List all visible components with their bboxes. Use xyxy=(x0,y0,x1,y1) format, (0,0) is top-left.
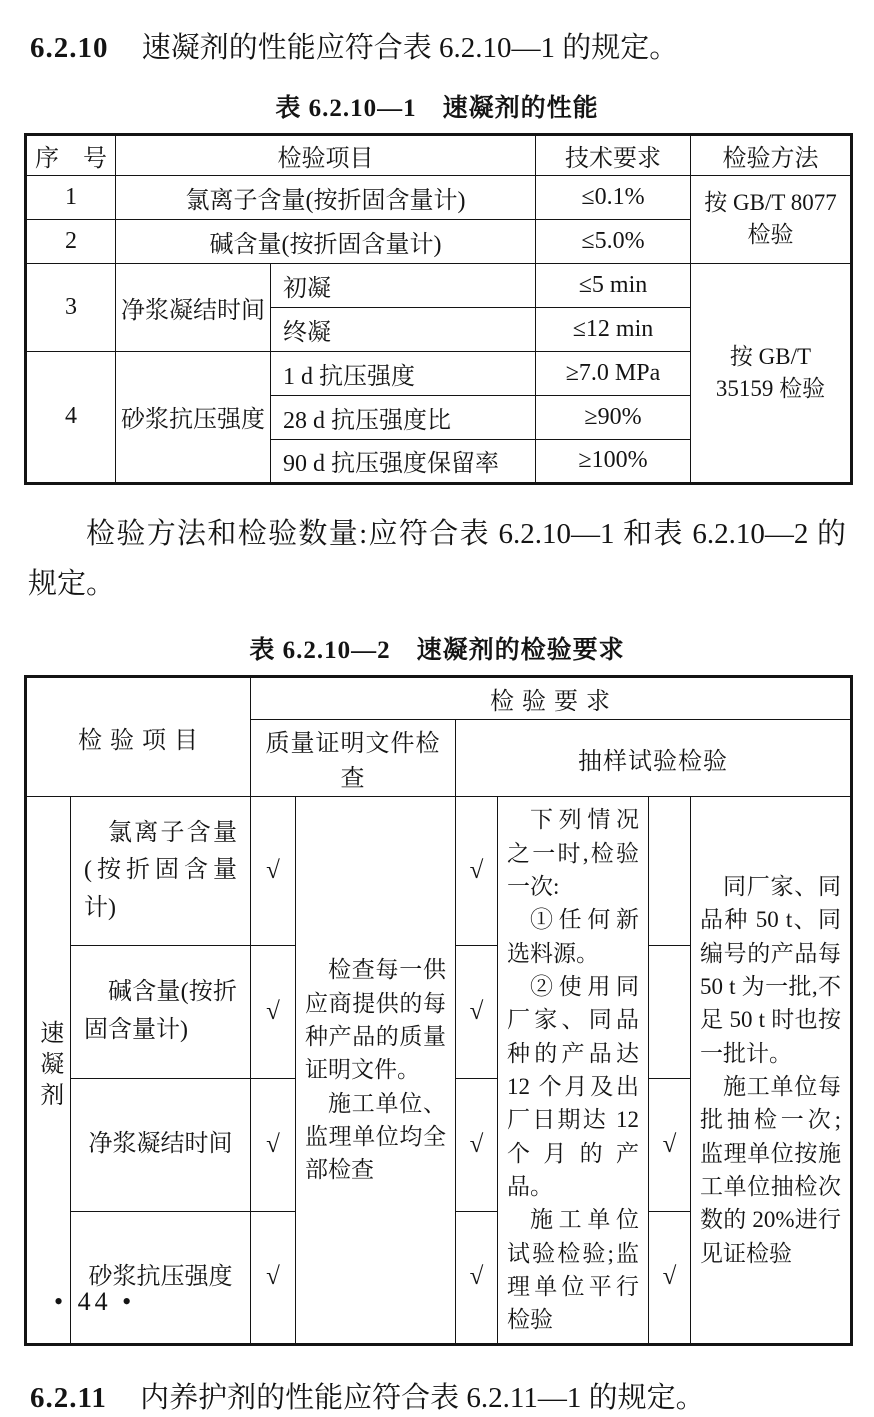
witness-check-mark: √ xyxy=(649,1211,691,1344)
sampling-check-mark: √ xyxy=(456,945,498,1078)
sampling-paragraph: ①任何新选料源。 xyxy=(507,907,639,966)
t1-header-requirement: 技术要求 xyxy=(536,134,691,175)
sub-item-cell: 28 d 抗压强度比 xyxy=(271,395,536,439)
t1-header-item: 检验项目 xyxy=(116,134,536,175)
t2-header-doc-check: 质量证明文件检查 xyxy=(251,720,456,797)
sub-item-cell: 初凝 xyxy=(271,263,536,307)
requirement-cell: ≥90% xyxy=(536,395,691,439)
material-group-cell xyxy=(26,797,71,1345)
serial-cell: 3 xyxy=(26,263,116,351)
item-cell: 净浆凝结时间 xyxy=(71,1078,251,1211)
clause-text: 内养护剂的性能应符合表 6.2.11—1 的规定。 xyxy=(140,1381,705,1414)
item-cell: 砂浆抗压强度 xyxy=(71,1211,251,1344)
item-cell: 净浆凝结时间 xyxy=(116,263,271,351)
table-header-row xyxy=(26,677,852,720)
page-number: • 44 • xyxy=(54,1287,136,1316)
doc-check-mark: √ xyxy=(251,797,296,945)
t2-header-sampling-test: 抽样试验检验 xyxy=(456,720,852,797)
sub-item-cell: 1 d 抗压强度 xyxy=(271,351,536,395)
item-cell: 碱含量(按折固含量计) xyxy=(71,945,251,1078)
sampling-paragraph: ②使用同厂家、同品种的产品达 12 个月及出厂日期达 12 个月的产品。 xyxy=(507,973,639,1199)
witness-check-mark xyxy=(649,945,691,1078)
inspection-requirements-table xyxy=(24,675,853,1346)
requirement-cell: ≥7.0 MPa xyxy=(536,351,691,395)
table-header-row xyxy=(26,134,852,175)
doc-check-paragraph: 施工单位、监理单位均全部检查 xyxy=(305,1090,446,1183)
doc-check-description xyxy=(296,797,456,1345)
batch-paragraph: 施工单位每批抽检一次;监理单位按施工单位抽检次数的 20%进行见证检验 xyxy=(700,1073,841,1266)
table-row xyxy=(26,263,852,307)
sampling-paragraph: 下列情况之一时,检验一次: xyxy=(507,807,639,899)
sub-item-cell: 终凝 xyxy=(271,307,536,351)
serial-cell: 2 xyxy=(26,219,116,263)
sub-item-cell: 90 d 抗压强度保留率 xyxy=(271,439,536,483)
item-cell: 氯离子含量(按折固含量计) xyxy=(71,797,251,945)
batch-description xyxy=(691,797,852,1345)
inspection-method-paragraph: 检验方法和检验数量:应符合表 6.2.10—1 和表 6.2.10—2 的规定。 xyxy=(28,517,846,601)
table2-title: 表 6.2.10—2 速凝剂的检验要求 xyxy=(249,637,625,665)
table-row xyxy=(26,175,852,219)
item-cell: 碱含量(按折固含量计) xyxy=(116,219,536,263)
doc-check-mark: √ xyxy=(251,1078,296,1211)
method-cell: 按 GB/T 35159 检验 xyxy=(691,263,852,483)
requirement-cell: ≤5 min xyxy=(536,263,691,307)
item-cell: 砂浆抗压强度 xyxy=(116,351,271,483)
batch-paragraph: 同厂家、同品种 50 t、同编号的产品每 50 t 为一批,不足 50 t 时也按一批计。 xyxy=(700,873,841,1066)
clause-text: 速凝剂的性能应符合表 6.2.10—1 的规定。 xyxy=(141,32,679,64)
witness-check-mark: √ xyxy=(649,1078,691,1211)
sampling-paragraph: 施工单位试验检验;监理单位平行检验 xyxy=(507,1207,639,1333)
serial-cell: 1 xyxy=(26,175,116,219)
clause-number: 6.2.10 xyxy=(30,32,109,64)
material-group-label: 速凝剂 xyxy=(35,1019,62,1113)
item-cell: 氯离子含量(按折固含量计) xyxy=(116,175,536,219)
requirement-cell: ≥100% xyxy=(536,439,691,483)
doc-check-mark: √ xyxy=(251,1211,296,1344)
clause-number: 6.2.11 xyxy=(30,1381,107,1414)
witness-check-mark xyxy=(649,797,691,945)
t1-header-method: 检验方法 xyxy=(691,134,852,175)
table1-title: 表 6.2.10—1 速凝剂的性能 xyxy=(275,94,599,122)
sampling-check-mark: √ xyxy=(456,797,498,945)
method-cell: 按 GB/T 8077 检验 xyxy=(691,175,852,263)
requirement-cell: ≤5.0% xyxy=(536,219,691,263)
requirement-cell: ≤0.1% xyxy=(536,175,691,219)
t2-header-item: 检 验 项 目 xyxy=(26,677,251,797)
clause-6-2-10 xyxy=(30,30,844,68)
t2-header-requirement: 检 验 要 求 xyxy=(251,677,852,720)
sampling-description xyxy=(498,797,649,1345)
table-row xyxy=(26,797,852,945)
serial-cell: 4 xyxy=(26,351,116,483)
t1-header-serial: 序 号 xyxy=(26,134,116,175)
doc-check-paragraph: 检查每一供应商提供的每种产品的质量证明文件。 xyxy=(305,957,446,1083)
accelerator-performance-table xyxy=(24,133,853,485)
doc-check-mark: √ xyxy=(251,945,296,1078)
sampling-check-mark: √ xyxy=(456,1078,498,1211)
clause-6-2-11 xyxy=(30,1380,844,1417)
requirement-cell: ≤12 min xyxy=(536,307,691,351)
sampling-check-mark: √ xyxy=(456,1211,498,1344)
